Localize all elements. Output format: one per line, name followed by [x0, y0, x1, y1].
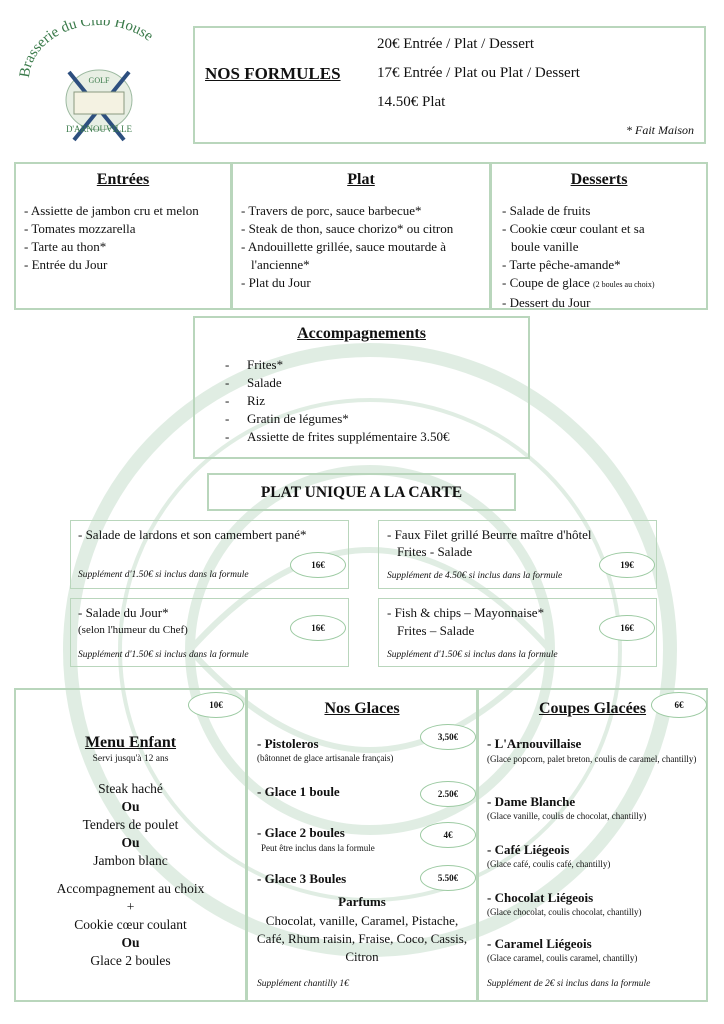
list-item: - Salade — [225, 375, 282, 390]
plat-card-supp: Supplément d'1.50€ si inclus dans la formule — [387, 650, 558, 660]
menu-line: Cookie cœur coulant — [74, 917, 187, 932]
list-item: - Assiette de frites supplémentaire 3.50€ — [225, 429, 450, 444]
list-item: boule vanille — [511, 239, 579, 254]
list-item: - Assiette de jambon cru et melon — [24, 203, 199, 218]
list-item: - Travers de porc, sauce barbecue* — [241, 203, 422, 218]
price-badge: 4€ — [420, 822, 476, 848]
coupe-label: - Coupe de glace — [502, 275, 590, 290]
coupe-desc: (Glace café, coulis café, chantilly) — [487, 859, 611, 869]
list-item: - Entrée du Jour — [24, 257, 108, 272]
glaces-title: Nos Glaces — [324, 700, 400, 717]
plat-card — [70, 598, 349, 667]
coupe-note: (2 boules au choix) — [592, 280, 655, 289]
accompagnements-box — [193, 316, 530, 459]
menu-line: Steak haché — [98, 781, 163, 796]
price-badge: 19€ — [599, 552, 655, 578]
desserts-title: Desserts — [570, 171, 628, 188]
accompagnements-title: Accompagnements — [297, 325, 426, 342]
glace-name: - Glace 1 boule — [257, 784, 340, 799]
list-item: - Frites* — [225, 357, 284, 372]
list-item: - Tomates mozzarella — [24, 221, 136, 236]
list-item: - Steak de thon, sauce chorizo* ou citron — [241, 221, 454, 236]
list-item: - Andouillette grillée, sauce moutarde à — [241, 239, 447, 254]
price-badge: 10€ — [188, 692, 244, 718]
plat-card-line1: - Faux Filet grillé Beurre maître d'hôtel — [387, 527, 592, 542]
menu-line: Ou — [121, 835, 140, 850]
entrees-list — [24, 202, 199, 274]
coupe-desc: (Glace popcorn, palet breton, coulis de caramel, chantilly) — [487, 754, 697, 764]
plat-card-line1: - Fish & chips – Mayonnaise* — [387, 605, 545, 620]
list-item: - Plat du Jour — [241, 275, 311, 290]
logo-bottom-text: D'ARNOUVILLE — [65, 124, 133, 134]
club-logo — [14, 20, 184, 145]
formule-line-1: 20€ Entrée / Plat / Dessert — [377, 36, 535, 52]
plat-card — [70, 520, 349, 589]
plat-card-supp: Supplément d'1.50€ si inclus dans la formule — [78, 570, 249, 580]
list-item: - Dessert du Jour — [502, 295, 591, 310]
formule-line-2: 17€ Entrée / Plat ou Plat / Dessert — [377, 65, 580, 81]
menu-enfant-box — [14, 688, 247, 1002]
plat-unique-header — [207, 473, 516, 511]
plat-card — [378, 598, 657, 667]
price-badge: 5.50€ — [420, 865, 476, 891]
price-badge: 16€ — [599, 615, 655, 641]
coupe-name: - Dame Blanche — [487, 794, 576, 809]
menu-enfant-subtitle: Servi jusqu'à 12 ans — [92, 754, 169, 764]
menu-line: Ou — [121, 799, 140, 814]
menu-line: Tenders de poulet — [82, 817, 179, 832]
chantilly-supp: Supplément chantilly 1€ — [257, 979, 349, 989]
formules-title: NOS FORMULES — [205, 64, 341, 83]
plat-card-line2: Frites – Salade — [397, 623, 475, 638]
menu-line: Ou — [121, 935, 140, 950]
desserts-box — [490, 162, 708, 310]
list-item: - Tarte pêche-amande* — [502, 257, 621, 272]
list-item: - Tarte au thon* — [24, 239, 107, 254]
accompagnements-list — [225, 356, 450, 446]
glaces-box — [246, 688, 478, 1002]
formules-box — [193, 26, 706, 144]
plat-card-line1: - Salade du Jour* — [78, 605, 169, 620]
plat-card — [378, 520, 657, 589]
plat-box — [231, 162, 491, 310]
plat-list — [241, 202, 453, 292]
plat-card-supp: Supplément de 4.50€ si inclus dans la formule — [387, 571, 563, 581]
glace-desc: Peut être inclus dans la formule — [261, 843, 375, 853]
parfums-list: Chocolat, vanille, Caramel, Pistache, Café, Rhum raisin, Fraise, Coco, Cassis, Citron — [256, 913, 468, 964]
glace-name: - Glace 3 Boules — [257, 871, 347, 886]
coupe-name: - Chocolat Liégeois — [487, 890, 594, 905]
logo-top-text: Brasserie du Club House — [16, 20, 156, 79]
glace-name: - Pistoleros — [257, 736, 319, 751]
logo-golf-text: GOLF — [88, 76, 110, 85]
list-item: - Riz — [225, 393, 266, 408]
price-badge: 16€ — [290, 552, 346, 578]
menu-line: + — [126, 899, 135, 914]
list-item — [502, 274, 655, 294]
formule-line-3: 14.50€ Plat — [377, 94, 446, 110]
coupe-name: - Caramel Liégeois — [487, 936, 592, 951]
entrees-box — [14, 162, 232, 310]
coupe-desc: (Glace caramel, coulis caramel, chantilly) — [487, 953, 638, 963]
coupe-desc: (Glace vanille, coulis de chocolat, chantilly) — [487, 811, 647, 821]
plat-card-line2: (selon l'humeur du Chef) — [78, 624, 188, 636]
plat-card-supp: Supplément d'1.50€ si inclus dans la formule — [78, 650, 249, 660]
coupe-name: - L'Arnouvillaise — [487, 736, 582, 751]
menu-enfant-title: Menu Enfant — [84, 734, 177, 751]
coupes-box — [477, 688, 708, 1002]
plat-card-line1: - Salade de lardons et son camembert pané* — [78, 527, 307, 542]
price-badge: 6€ — [651, 692, 707, 718]
parfums-title: Parfums — [338, 894, 386, 909]
coupes-title: Coupes Glacées — [538, 700, 647, 717]
list-item: l'ancienne* — [251, 257, 310, 272]
fait-maison-note: * Fait Maison — [626, 123, 694, 137]
list-item: - Salade de fruits — [502, 203, 591, 218]
menu-line: Accompagnement au choix — [56, 881, 205, 896]
plat-title: Plat — [347, 171, 375, 188]
price-badge: 2.50€ — [420, 781, 476, 807]
plat-unique-title: PLAT UNIQUE A LA CARTE — [260, 484, 463, 501]
price-badge: 3,50€ — [420, 724, 476, 750]
glace-desc: (bâtonnet de glace artisanale français) — [257, 753, 394, 763]
list-item: - Cookie cœur coulant et sa — [502, 221, 645, 236]
list-item: - Gratin de légumes* — [225, 411, 349, 426]
menu-line: Glace 2 boules — [90, 953, 171, 968]
glace-name: - Glace 2 boules — [257, 825, 345, 840]
menu-enfant-lines — [16, 780, 245, 970]
svg-text:Brasserie du Club House — [17, 20, 156, 79]
menu-line: Jambon blanc — [93, 853, 168, 868]
coupe-desc: (Glace chocolat, coulis chocolat, chantilly) — [487, 907, 642, 917]
entrees-title: Entrées — [96, 171, 150, 188]
plat-card-line2: Frites - Salade — [397, 544, 473, 559]
desserts-list — [502, 202, 655, 312]
coupes-supp: Supplément de 2€ si inclus dans la formule — [487, 979, 651, 989]
price-badge: 16€ — [290, 615, 346, 641]
coupe-name: - Café Liégeois — [487, 842, 570, 857]
